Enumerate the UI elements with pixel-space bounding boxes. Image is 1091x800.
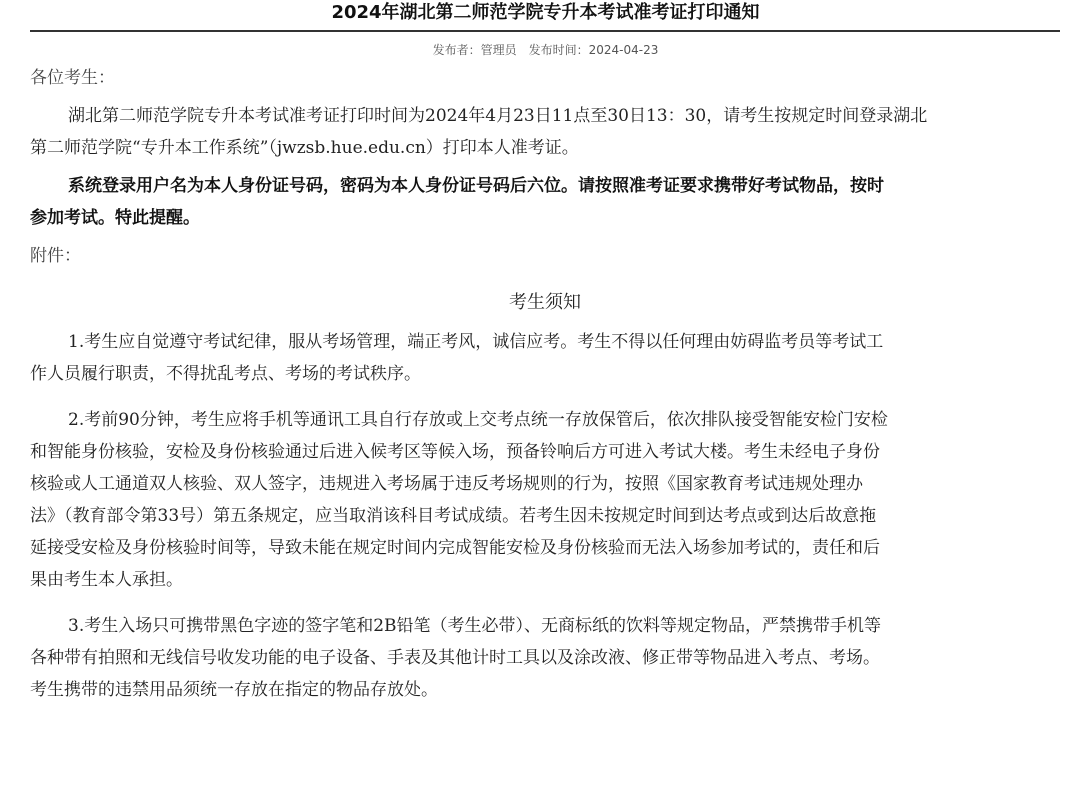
paragraph-line: 湖北第二师范学院专升本考试准考证打印时间为2024年4月23日11点至30日13：30，请考生按规定时间登录湖北 [68,106,928,126]
rule-paragraph-3 [30,610,1060,706]
paragraph-line: 作人员履行职责，不得扰乱考点、考场的考试秩序。 [30,364,421,384]
paragraph-line: 果由考生本人承担。 [30,570,183,590]
paragraph-line: 2.考前90分钟，考生应将手机等通讯工具自行存放或上交考点统一存放保管后，依次排队接受智能安检门安检 [68,410,888,430]
paragraph-line: 法》（教育部令第33号）第五条规定，应当取消该科目考试成绩。若考生因未按规定时间到达考点或到达后故意拖 [30,506,877,526]
paragraph-line: 延接受安检及身份核验时间等，导致未能在规定时间内完成智能安检及身份核验而无法入场参加考试的，责任和后 [30,538,880,558]
rule-paragraph-2 [30,404,1060,596]
login-notice-paragraph [30,170,1060,234]
publisher-label: 发布者：管理员 [432,43,517,57]
paragraph-line: 1.考生应自觉遵守考试纪律，服从考场管理，端正考风，诚信应考。考生不得以任何理由妨碍监考员等考试工 [68,332,884,352]
rule-paragraph-1 [30,326,1060,390]
paragraph-line: 3.考生入场只可携带黑色字迹的签字笔和2B铅笔（考生必带）、无商标纸的饮料等规定物品，严禁携带手机等 [68,616,882,636]
title-divider [30,30,1060,32]
attachment-label: 附件： [30,246,81,266]
paragraph-line: 各种带有拍照和无线信号收发功能的电子设备、手表及其他计时工具以及涂改液、修正带等物品进入考点、考场。 [30,648,880,668]
paragraph-line: 第二师范学院“专升本工作系统”（jwzsb.hue.edu.cn）打印本人准考证。 [30,138,579,158]
paragraph-line: 和智能身份核验，安检及身份核验通过后进入候考区等候入场，预备铃响后方可进入考试大楼。考生未经电子身份 [30,442,880,462]
article-body [30,62,1060,720]
paragraph-line: 核验或人工通道双人核验、双人签字，违规进入考场属于违反考场规则的行为，按照《国家教育考试违规处理办 [30,474,863,494]
paragraph-line: 参加考试。特此提醒。 [30,208,200,228]
rules-title: 考生须知 [509,292,581,313]
article-meta [0,40,1091,60]
article-title: 2024年湖北第二师范学院专升本考试准考证打印通知 [331,2,760,23]
intro-paragraph [30,100,1060,164]
publish-time-label: 发布时间：2024-04-23 [528,43,659,57]
greeting: 各位考生： [30,68,115,88]
paragraph-line: 考生携带的违禁用品须统一存放在指定的物品存放处。 [30,680,438,700]
paragraph-line: 系统登录用户名为本人身份证号码，密码为本人身份证号码后六位。请按照准考证要求携带好考试物品，按时 [68,176,884,196]
